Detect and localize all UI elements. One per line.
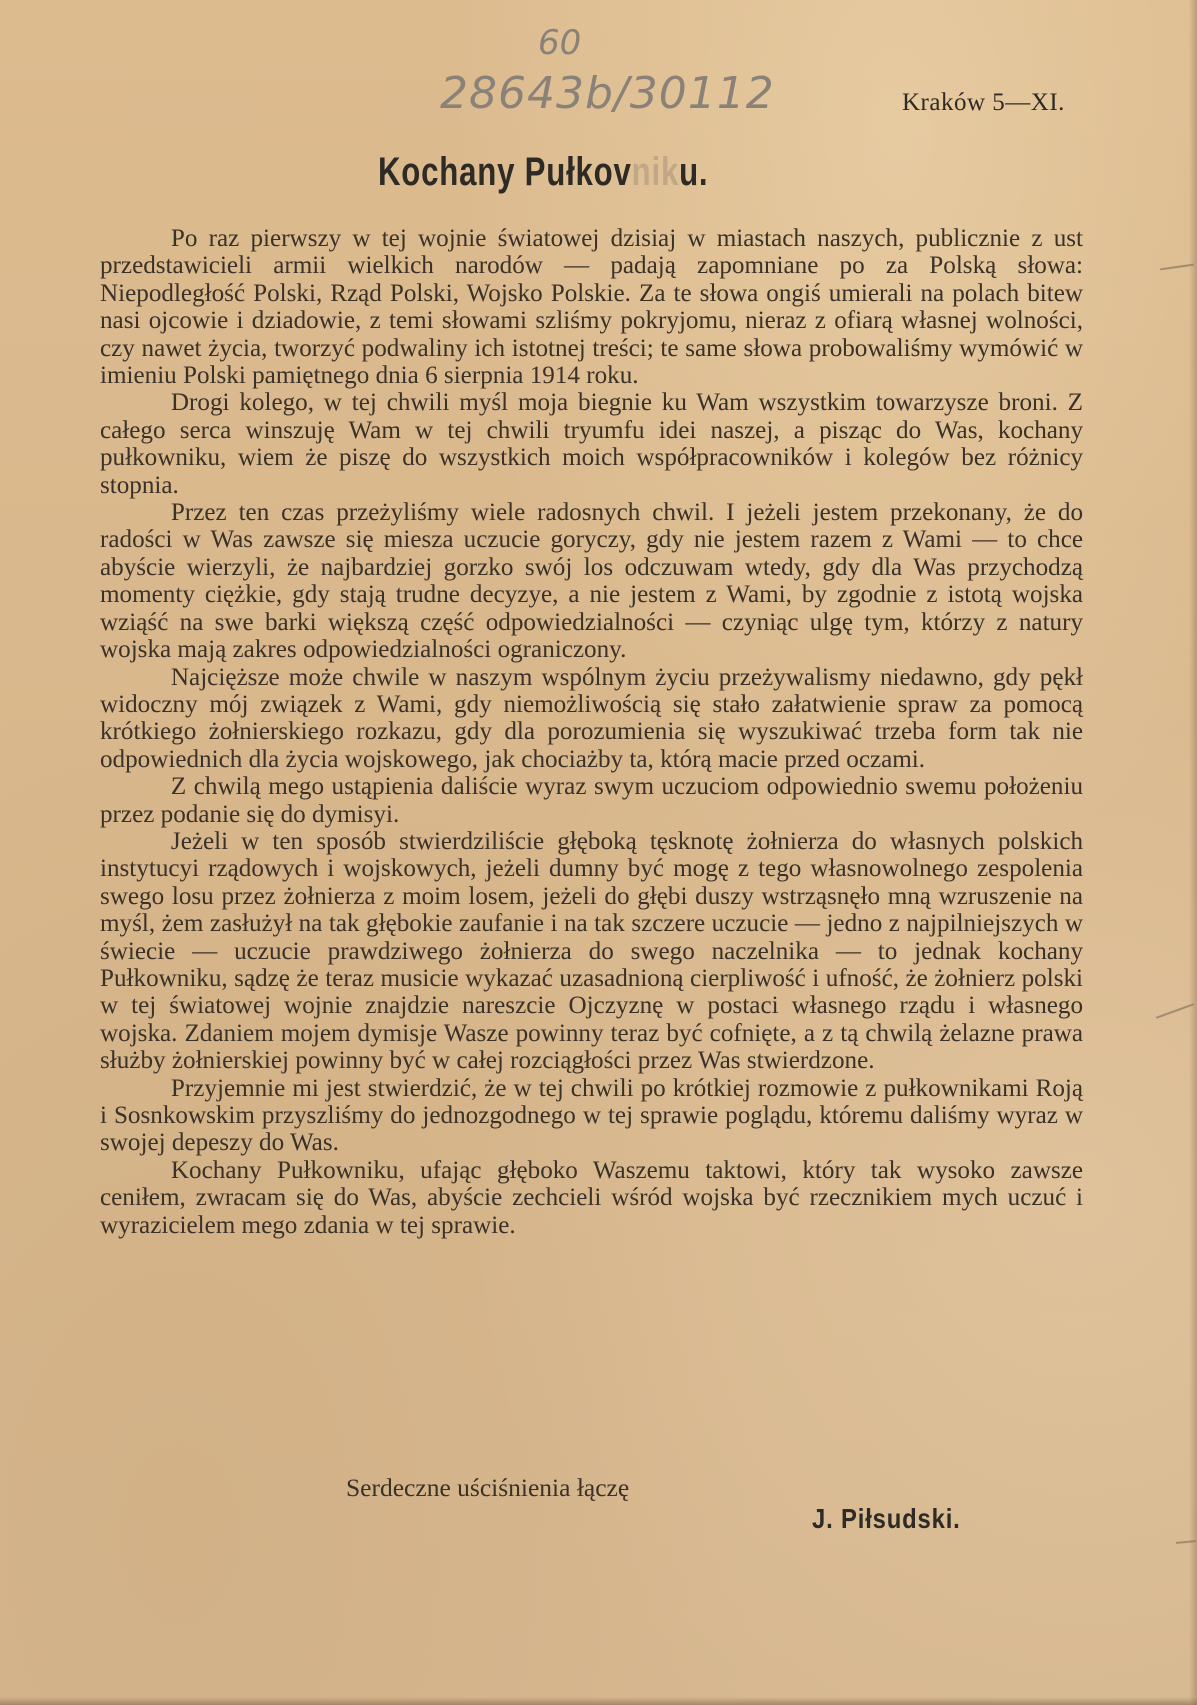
paper-bottom-shadow — [0, 1697, 1197, 1705]
paragraph: Drogi kolego, w tej chwili myśl moja biegnie ku Wam wszystkim towarzysze broni. Z całego serca winszuję Wam w tej chwili tryumfu idei naszej, a pisząc do Was, kochany pułkowniku, wiem że piszę do wszystkich moich współpracowników i kolegów bez różnicy stopnia. — [100, 387, 1084, 499]
archive-mark-number: 60 — [538, 23, 582, 63]
place-date: Kraków 5—XI. — [902, 89, 1065, 116]
paragraph: Przyjemnie mi jest stwierdzić, że w tej chwili po krótkiej rozmowie z pułkownikami Roją i Sosnkowskim przyszliśmy do jednozgodnego w tej sprawie poglądu, któremu daliśmy wyraz w swojej depeszy do Was. — [100, 1072, 1084, 1157]
paper-edge-shadow — [1189, 0, 1197, 1705]
paragraph: Z chwilą mego ustąpienia daliście wyraz swym uczuciom odpowiednio swemu położeniu przez podanie się do dymisyi. — [100, 771, 1084, 828]
salutation-end: u. — [679, 150, 709, 194]
paragraph: Kochany Pułkowniku, ufając głęboko Waszemu taktowi, który tak wysoko zawsze ceniłem, zwracam się do Was, abyście zechcieli wśród wojska być rzecznikiem mych uczuć i wyrazicielem mego zdania w tej sprawie. — [100, 1154, 1084, 1239]
paragraph: Po raz pierwszy w tej wojnie światowej dzisiaj w miastach naszych, publicznie z ust przedstawicieli armii wielkich narodów — padają zapomniane po za Polską słowa: Niepodległość Polski, Rząd Polski, Wojsko Polskie. Za te słowa ongiś umierali na polach bitew nasi ojcowie i dziadowie, z temi słowami szliśmy pokryjomu, nieraz z ofiarą własnej wolności, czy nawet życia, tworzyć podwaliny ich istotnej treści; te same słowa probowaliśmy wymówić w imieniu Polski pamiętnego dnia 6 sierpnia 1914 roku. — [100, 223, 1084, 390]
salutation-text: Kochany Pułkov — [378, 150, 632, 194]
signature: J. Piłsudski. — [812, 1503, 961, 1534]
closing-line: Serdeczne uściśnienia łączę — [346, 1473, 630, 1502]
salutation-heading — [378, 150, 708, 195]
archive-mark-signature: 28643b/30112 — [440, 68, 775, 119]
salutation-faded-text: nik — [631, 150, 680, 194]
letter-body — [100, 224, 1083, 1238]
paragraph: Najcięższe może chwile w naszym wspólnym życiu przeżywalismy niedawno, gdy pękł widoczny mój związek z Wami, gdy niemożliwością się stało załatwienie spraw za pomocą krótkiego żołnierskiego rozkazu, gdy dla porozumienia się wyszukiwać trzeba form tak nie odpowiednich dla życia wojskowego, jak chociażby ta, którą macie przed oczami. — [100, 661, 1084, 773]
paragraph: Przez ten czas przeżyliśmy wiele radosnych chwil. I jeżeli jestem przekonany, że do radości w Was zawsze się miesza uczucie goryczy, gdy nie jestem razem z Wami — to chce abyście wierzyli, że najbardziej gorzko swój los odczuwam wtedy, gdy dla Was przychodzą momenty ciężkie, gdy stają trudne decyzye, a nie jestem z Wami, by zgodnie z istotą wojska wziąść na swe barki większą część odpowiedzialności — czyniąc ulgę tym, którzy z natury wojska mają zakres odpowiedzialności ograniczony. — [100, 497, 1084, 664]
paragraph: Jeżeli w ten sposób stwierdziliście głęboką tęsknotę żołnierza do własnych polskich instytucyi rządowych i wojskowych, jeżeli dumny być mogę z tego własnowolnego zespolenia swego losu przez żołnierza z moim losem, jeżeli do głębi duszy wstrząsnęło mną wzruszenie na myśl, żem zasłużył na tak głębokie zaufanie i na tak szczere uczucie — jedno z najpilniejszych w świecie — uczucie prawdziwego żołnierza do swego naczelnika — to jednak kochany Pułkowniku, sądzę że teraz musicie wykazać uzasadnioną cierpliwość i ufność, że żołnierz polski w tej światowej wojnie znajdzie nareszcie Ojczyznę w postaci własnego rządu i własnego wojska. Zdaniem mojem dymisje Wasze powinny teraz być cofnięte, a z tą chwilą żelazne prawa służby żołnierskiej powinny być w całej rozciągłości przez Was stwierdzone. — [100, 825, 1084, 1075]
